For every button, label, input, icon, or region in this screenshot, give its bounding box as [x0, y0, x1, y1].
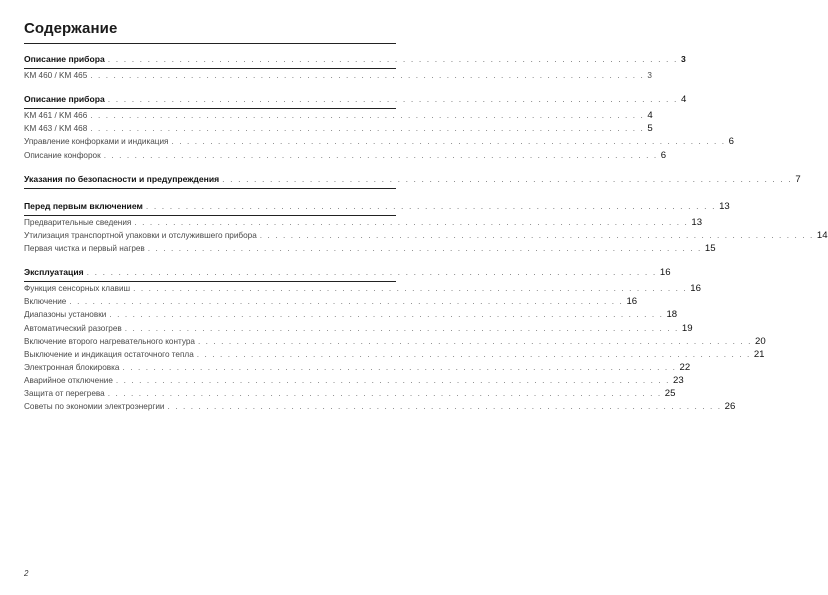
- dot-leader: . . . . . . . . . . . . . . . . . . . . . . . . . . . . . . . . . . . . . . . . . . . . . . . . . . . . . . . . . . . . . . . . . . . . . . . .: [133, 284, 688, 294]
- toc-entry-page: 6: [660, 149, 667, 161]
- toc-entry-label: Эксплуатация: [24, 267, 84, 278]
- toc-entry[interactable]: [24, 348, 765, 361]
- dot-leader: . . . . . . . . . . . . . . . . . . . . . . . . . . . . . . . . . . . . . . . . . . . . . . . . . . . . . . . . . . . . . . . . . . . . . . . .: [196, 349, 751, 359]
- toc-entry-label: Диапазоны установки: [24, 310, 107, 320]
- toc-entry[interactable]: [24, 242, 716, 255]
- toc-entry-label: Описание прибора: [24, 94, 105, 105]
- toc-section-heading[interactable]: [24, 93, 687, 106]
- toc-entry[interactable]: [24, 109, 653, 122]
- toc-section-heading[interactable]: [24, 53, 686, 66]
- toc-entry-label: Перед первым включением: [24, 200, 143, 211]
- dot-leader: . . . . . . . . . . . . . . . . . . . . . . . . . . . . . . . . . . . . . . . . . . . . . . . . . . . . . . . . . . . . . . . . . . . . . . . .: [147, 244, 702, 254]
- toc-entry-page: 18: [666, 309, 678, 321]
- title-divider: [24, 43, 396, 44]
- toc-entry-label: Советы по экономии электроэнергии: [24, 402, 165, 412]
- toc-entry-label: Выключение и индикация остаточного тепла: [24, 349, 194, 359]
- toc-entry-label: Защита от перегрева: [24, 388, 105, 398]
- toc-entry-page: 20: [755, 335, 766, 347]
- dot-leader: . . . . . . . . . . . . . . . . . . . . . . . . . . . . . . . . . . . . . . . . . . . . . . . . . . . . . . . . . . . . . . . . . . . . . . . .: [90, 111, 645, 121]
- toc-entry[interactable]: [24, 282, 701, 295]
- dot-leader: . . . . . . . . . . . . . . . . . . . . . . . . . . . . . . . . . . . . . . . . . . . . . . . . . . . . . . . . . . . . . . . . . . . . . . . .: [171, 137, 726, 147]
- toc-entry-page: 26: [724, 401, 736, 413]
- toc-entry[interactable]: [24, 149, 667, 162]
- toc-entry[interactable]: [24, 122, 653, 135]
- dot-leader: . . . . . . . . . . . . . . . . . . . . . . . . . . . . . . . . . . . . . . . . . . . . . . . . . . . . . . . . . . . . . . . . . . . . . . . .: [115, 375, 670, 385]
- toc-entry[interactable]: [24, 69, 652, 82]
- section-divider: [24, 188, 396, 189]
- dot-leader: . . . . . . . . . . . . . . . . . . . . . . . . . . . . . . . . . . . . . . . . . . . . . . . . . . . . . . . . . . . . . . . . . . . . . . . .: [109, 310, 664, 320]
- toc-entry-label: Электронная блокировка: [24, 362, 120, 372]
- toc-entry-page: 25: [664, 387, 676, 399]
- toc-entry-label: Указания по безопасности и предупреждения: [24, 173, 220, 184]
- toc-entry-page: 13: [719, 200, 730, 212]
- dot-leader: . . . . . . . . . . . . . . . . . . . . . . . . . . . . . . . . . . . . . . . . . . . . . . . . . . . . . . . . . . . . . . . . . . . . . . . .: [107, 388, 662, 398]
- toc-section-heading[interactable]: [24, 173, 801, 186]
- toc-section: [24, 53, 686, 82]
- toc-entry-page: 13: [691, 216, 703, 228]
- dot-leader: . . . . . . . . . . . . . . . . . . . . . . . . . . . . . . . . . . . . . . . . . . . . . . . . . . . . . . . . . . . . . . . . . . . . . . . .: [145, 200, 717, 211]
- toc-entry-page: 4: [647, 110, 653, 122]
- toc-entry-page: 14: [816, 229, 828, 241]
- toc-entry-label: KM 461 / KM 466: [24, 111, 88, 121]
- page-title: Содержание: [24, 20, 118, 37]
- dot-leader: . . . . . . . . . . . . . . . . . . . . . . . . . . . . . . . . . . . . . . . . . . . . . . . . . . . . . . . . . . . . . . . . . . . . . . . .: [90, 71, 645, 81]
- toc-entry[interactable]: [24, 374, 684, 387]
- toc-entry-page: 3: [681, 54, 686, 64]
- toc-entry-label: KM 463 / KM 468: [24, 124, 88, 134]
- toc-entry-page: 21: [753, 348, 765, 360]
- dot-leader: . . . . . . . . . . . . . . . . . . . . . . . . . . . . . . . . . . . . . . . . . . . . . . . . . . . . . . . . . . . . . . . . . . . . . . . .: [134, 217, 689, 227]
- dot-leader: . . . . . . . . . . . . . . . . . . . . . . . . . . . . . . . . . . . . . . . . . . . . . . . . . . . . . . . . . . . . . . . . . . . . . . . .: [222, 173, 793, 184]
- dot-leader: . . . . . . . . . . . . . . . . . . . . . . . . . . . . . . . . . . . . . . . . . . . . . . . . . . . . . . . . . . . . . . . . . . . . . . . .: [259, 230, 814, 240]
- toc-entry[interactable]: [24, 229, 828, 242]
- toc-entry-label: Включение: [24, 297, 67, 307]
- toc-entry-label: Первая чистка и первый нагрев: [24, 244, 145, 254]
- toc-entry-label: Управление конфорками и индикация: [24, 137, 169, 147]
- toc-entry-page: 23: [672, 374, 684, 386]
- toc-entry[interactable]: [24, 135, 734, 148]
- toc-entry-page: 6: [728, 136, 734, 148]
- dot-leader: . . . . . . . . . . . . . . . . . . . . . . . . . . . . . . . . . . . . . . . . . . . . . . . . . . . . . . . . . . . . . . . . . . . . . . . .: [90, 124, 645, 134]
- toc-entry[interactable]: [24, 295, 638, 308]
- toc-section: [24, 173, 801, 189]
- dot-leader: . . . . . . . . . . . . . . . . . . . . . . . . . . . . . . . . . . . . . . . . . . . . . . . . . . . . . . . . . . . . . . . . . . . . . . . .: [107, 54, 679, 64]
- toc-entry[interactable]: [24, 387, 676, 400]
- toc-entry-page: 7: [795, 173, 801, 185]
- dot-leader: . . . . . . . . . . . . . . . . . . . . . . . . . . . . . . . . . . . . . . . . . . . . . . . . . . . . . . . . . . . . . . . . . . . . . . . .: [124, 323, 679, 333]
- toc-entry-label: Предварительные сведения: [24, 217, 132, 227]
- toc-section-heading[interactable]: [24, 266, 671, 279]
- toc-entry[interactable]: [24, 308, 678, 321]
- toc-entry-label: Утилизация транспортной упаковки и отслужившего прибора: [24, 230, 257, 240]
- toc-entry-page: 16: [690, 283, 701, 295]
- dot-leader: . . . . . . . . . . . . . . . . . . . . . . . . . . . . . . . . . . . . . . . . . . . . . . . . . . . . . . . . . . . . . . . . . . . . . . . .: [122, 362, 677, 372]
- toc-entry-page: 5: [647, 123, 653, 135]
- toc-entry-label: Автоматический разогрев: [24, 323, 122, 333]
- dot-leader: . . . . . . . . . . . . . . . . . . . . . . . . . . . . . . . . . . . . . . . . . . . . . . . . . . . . . . . . . . . . . . . . . . . . . . . .: [197, 336, 753, 346]
- dot-leader: . . . . . . . . . . . . . . . . . . . . . . . . . . . . . . . . . . . . . . . . . . . . . . . . . . . . . . . . . . . . . . . . . . . . . . . .: [167, 402, 722, 412]
- dot-leader: . . . . . . . . . . . . . . . . . . . . . . . . . . . . . . . . . . . . . . . . . . . . . . . . . . . . . . . . . . . . . . . . . . . . . . . .: [69, 297, 624, 307]
- toc-entry-page: 19: [681, 322, 693, 334]
- dot-leader: . . . . . . . . . . . . . . . . . . . . . . . . . . . . . . . . . . . . . . . . . . . . . . . . . . . . . . . . . . . . . . . . . . . . . . . .: [107, 94, 679, 105]
- toc-entry[interactable]: [24, 361, 691, 374]
- toc-entry-label: KM 460 / KM 465: [24, 71, 88, 81]
- toc-section: [24, 266, 766, 413]
- dot-leader: . . . . . . . . . . . . . . . . . . . . . . . . . . . . . . . . . . . . . . . . . . . . . . . . . . . . . . . . . . . . . . . . . . . . . . . .: [86, 267, 657, 278]
- toc-entry-label: Описание прибора: [24, 54, 105, 64]
- toc-entry[interactable]: [24, 322, 693, 335]
- toc-entry-page: 16: [626, 296, 638, 308]
- dot-leader: . . . . . . . . . . . . . . . . . . . . . . . . . . . . . . . . . . . . . . . . . . . . . . . . . . . . . . . . . . . . . . . . . . . . . . . .: [103, 150, 658, 160]
- toc-entry[interactable]: [24, 216, 703, 229]
- toc-entry-page: 15: [704, 243, 716, 255]
- toc-section: [24, 93, 734, 161]
- toc-entry-page: 22: [679, 361, 691, 373]
- toc-entry[interactable]: [24, 400, 736, 413]
- toc-entry-label: Описание конфорок: [24, 150, 101, 160]
- toc-section-heading[interactable]: [24, 200, 730, 213]
- toc-entry-page: 3: [647, 71, 652, 81]
- toc-entry-label: Аварийное отключение: [24, 375, 113, 385]
- toc-section: [24, 200, 828, 255]
- toc-entry[interactable]: [24, 335, 766, 348]
- page-number: 2: [24, 569, 29, 578]
- toc-entry-label: Включение второго нагревательного контура: [24, 336, 195, 346]
- toc-entry-page: 16: [659, 267, 671, 279]
- toc-entry-page: 4: [681, 94, 687, 106]
- toc-entry-label: Функция сенсорных клавиш: [24, 284, 131, 294]
- table-of-contents: [24, 53, 828, 424]
